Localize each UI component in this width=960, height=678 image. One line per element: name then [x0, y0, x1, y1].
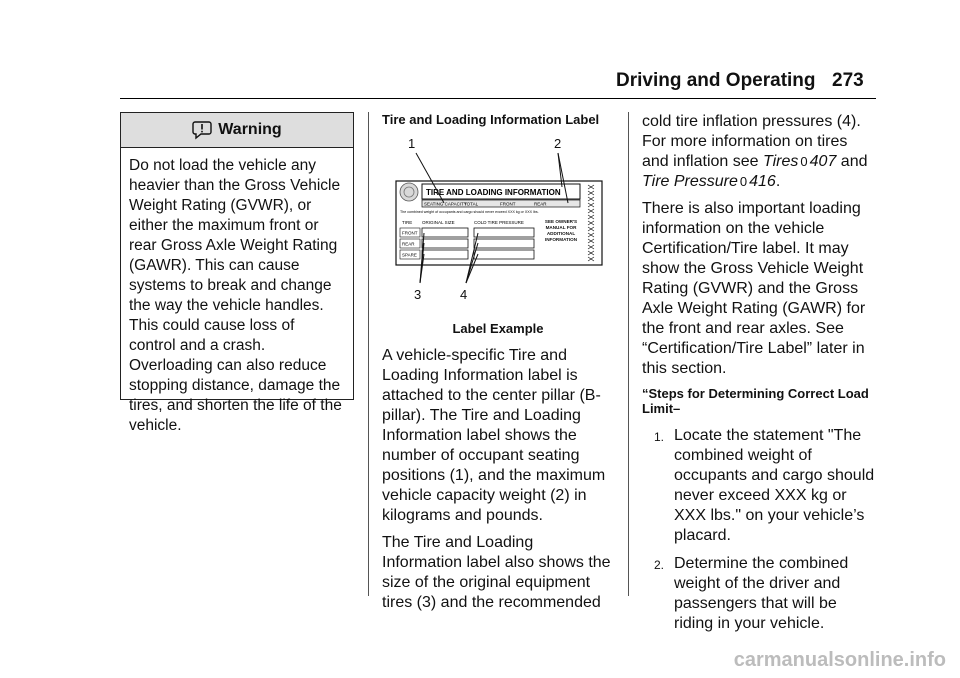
total-text: TOTAL	[464, 201, 479, 207]
row-spare: SPARE	[402, 252, 417, 258]
callout-2: 2	[554, 136, 562, 151]
row-rear: REAR	[402, 241, 415, 247]
certification-paragraph: There is also important loading information on the vehicle Certification/Tire label. It may show the Gross Vehicle Weight Rating (GVWR) and the Gross Axle Weight Rating (GAWR) for the front and rear axles. See “Certification/Tire Label” later in this section.	[642, 200, 866, 377]
see-owners-text: SEE OWNER'S MANUAL FOR ADDITIONAL INFORMATION	[544, 219, 578, 242]
header-divider	[120, 98, 876, 99]
step-text: Determine the combined weight of the driver and passengers that will be riding in your vehicle.	[674, 555, 849, 632]
inflation-paragraph	[642, 112, 876, 192]
list-item	[642, 426, 876, 546]
warning-box	[120, 112, 354, 434]
front-text: FRONT	[500, 201, 516, 207]
tire-pressure-page-ref[interactable]: 416	[749, 173, 776, 190]
callout-1: 1	[408, 136, 416, 151]
warning-icon	[192, 120, 212, 140]
warning-text: Do not load the vehicle any heavier than the Gross Vehicle Weight Rating (GVWR), or either the maximum front or rear Gross Axle Weight Rating (GAWR). This can cause systems to break and change the way the vehicle handles. This could cause loss of control and a crash. Overloading can also reduce stopping distance, damage the tires, and shorten the life of the vehicle.	[129, 157, 342, 434]
page-number: 273	[832, 70, 864, 91]
steps-heading: “Steps for Determining Correct Load Limit–	[642, 386, 869, 416]
label-title: TIRE AND LOADING INFORMATION	[426, 188, 561, 197]
tire-label-illustration	[382, 133, 614, 313]
emblem	[400, 183, 418, 201]
combined-weight-text: The combined weight of occupants and cargo should never exceed XXX kg or XXX lbs.	[400, 210, 539, 214]
step-number: 2.	[654, 558, 665, 572]
and-text: and	[836, 153, 868, 170]
col-original-size: ORIGINAL SIZE	[422, 220, 455, 225]
xref-icon: 0	[800, 154, 808, 169]
row-front: FRONT	[402, 230, 418, 236]
steps-list	[642, 426, 876, 634]
tires-page-ref[interactable]: 407	[809, 153, 837, 170]
xref-icon: 0	[739, 174, 748, 189]
watermark: carmanualsonline.info	[733, 649, 946, 671]
list-item	[642, 554, 876, 634]
inflation-text: cold tire inflation pressures (4). For more information on tires and inflation see	[642, 113, 861, 170]
seating-capacity-text: SEATING CAPACITY	[424, 201, 467, 207]
section-title: Driving and Operating	[616, 70, 816, 91]
col-cold-pressure: COLD TIRE PRESSURE	[474, 220, 524, 225]
label-paragraph-1: A vehicle-specific Tire and Loading Information label is attached to the center pillar (B-pillar). The Tire and Loading Information label shows the number of occupant seating positions (1), and the maximum vehicle capacity weight (2) in kilograms and pounds.	[382, 347, 606, 524]
step-text: Locate the statement "The combined weight of occupants and cargo should never exceed XXX kg or XXX lbs." on your vehicle’s placard.	[674, 427, 875, 544]
column-divider-1	[368, 112, 369, 596]
label-section-heading: Tire and Loading Information Label	[382, 112, 600, 127]
column-3	[642, 112, 876, 642]
column-2	[382, 112, 614, 620]
callout-4: 4	[460, 287, 468, 302]
period: .	[775, 173, 781, 190]
warning-header	[121, 113, 353, 148]
col-tire: TIRE	[402, 220, 413, 225]
label-figure	[382, 133, 614, 313]
column-divider-2	[628, 112, 629, 596]
tires-link[interactable]: Tires	[762, 153, 799, 170]
callout-3: 3	[414, 287, 422, 302]
step-number: 1.	[654, 430, 665, 444]
tire-pressure-link[interactable]: Tire Pressure	[642, 173, 738, 190]
rear-text: REAR	[534, 201, 547, 207]
label-paragraph-2: The Tire and Loading Information label also shows the size of the original equipment tires (3) and the recommended	[382, 534, 611, 611]
figure-caption: Label Example	[452, 321, 544, 336]
warning-title: Warning	[218, 121, 282, 138]
